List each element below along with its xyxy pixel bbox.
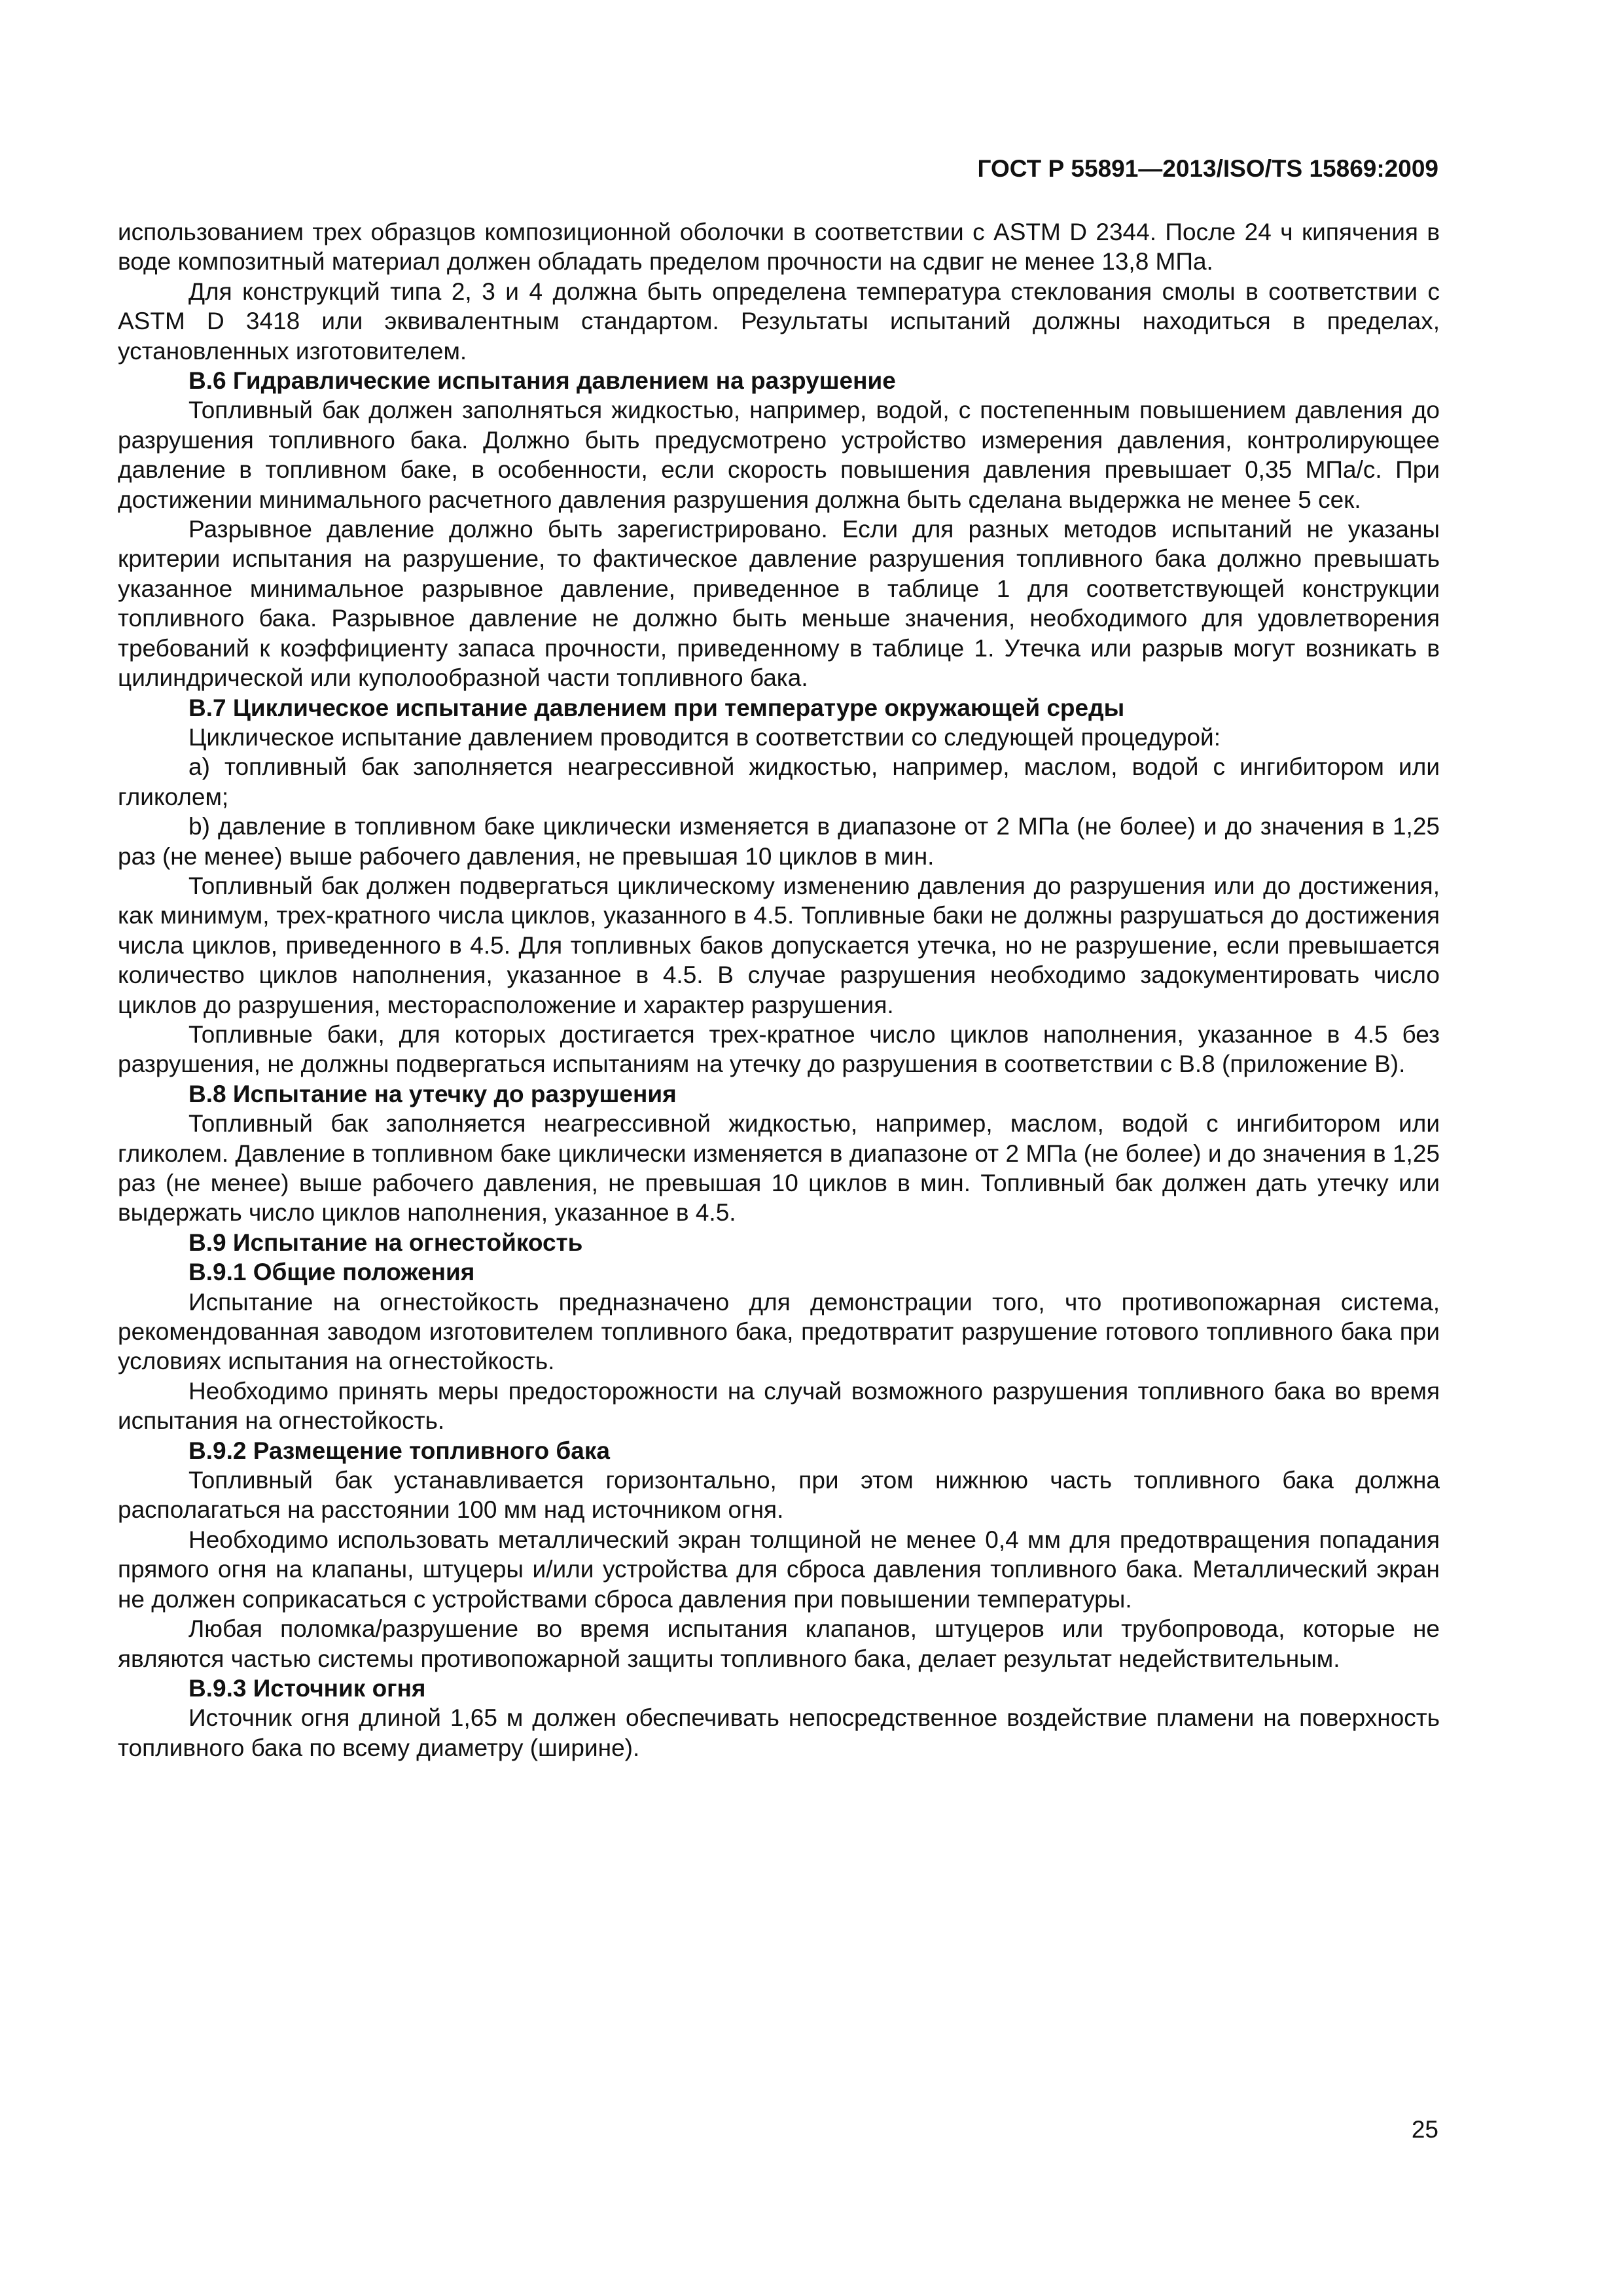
page-number: 25 xyxy=(1411,2116,1438,2143)
section-heading-b9-1: В.9.1 Общие положения xyxy=(188,1259,475,1286)
document-body xyxy=(118,217,1440,1763)
list-item-b: b) давление в топливном баке циклически изменяется в диапазоне от 2 МПа (не более) и до значения в 1,25 раз (не менее) выше рабочего давления, не превышая 10 циклов в мин. xyxy=(118,813,1440,870)
section-heading-b9: В.9 Испытание на огнестойкость xyxy=(188,1229,583,1256)
paragraph: Топливный бак должен заполняться жидкостью, например, водой, с постепенным повышением давления до разрушения топливного бака. Должно быть предусмотрено устройство измерения давления, контролирующее давление в топливном баке, в особенности, если скорость повышения давления превышает 0,35 МПа/с. При достижении минимального расчетного давления разрушения должна быть сделана выдержка не менее 5 сек. xyxy=(118,397,1440,513)
section-heading-b7: В.7 Циклическое испытание давлением при температуре окружающей среды xyxy=(188,694,1125,721)
document-header: ГОСТ Р 55891—2013/ISO/TS 15869:2009 xyxy=(977,155,1438,182)
list-item-a: а) топливный бак заполняется неагрессивной жидкостью, например, маслом, водой с ингибитором или гликолем; xyxy=(118,753,1440,810)
section-heading-b8: В.8 Испытание на утечку до разрушения xyxy=(188,1080,677,1107)
paragraph: Топливный бак заполняется неагрессивной жидкостью, например, маслом, водой с ингибитором или гликолем. Давление в топливном баке циклически изменяется в диапазоне от 2 МПа (не более) и до значения в 1,25 раз (не менее) выше рабочего давления, не превышая 10 циклов в мин. Топливный бак должен дать утечку или выдержать число циклов наполнения, указанное в 4.5. xyxy=(118,1110,1440,1227)
paragraph: Необходимо использовать металлический экран толщиной не менее 0,4 мм для предотвращения попадания прямого огня на клапаны, штуцеры и/или устройства для сброса давления топливного бака. Металлический экран не должен соприкасаться с устройствами сброса давления при повышении температуры. xyxy=(118,1526,1440,1613)
paragraph: Источник огня длиной 1,65 м должен обеспечивать непосредственное воздействие пламени на поверхность топливного бака по всему диаметру (ширине). xyxy=(118,1704,1440,1761)
paragraph: Топливный бак устанавливается горизонтально, при этом нижнюю часть топливного бака должна располагаться на расстоянии 100 мм над источником огня. xyxy=(118,1467,1440,1524)
paragraph: Топливный бак должен подвергаться циклическому изменению давления до разрушения или до достижения, как минимум, трех-кратного числа циклов, указанного в 4.5. Топливные баки не должны разрушаться до достижения числа циклов, приведенного в 4.5. Для топливных баков допускается утечка, но не разрушение, если превышается количество циклов наполнения, указанное в 4.5. В случае разрушения необходимо задокументировать число циклов до разрушения, месторасположение и характер разрушения. xyxy=(118,872,1440,1018)
section-heading-b9-3: В.9.3 Источник огня xyxy=(188,1674,426,1702)
section-heading-b9-2: В.9.2 Размещение топливного бака xyxy=(188,1437,610,1464)
paragraph-continuation: использованием трех образцов композиционной оболочки в соответствии с ASTM D 2344. После 24 ч кипячения в воде композитный материал должен обладать пределом прочности на сдвиг не менее 13,8 МПа. xyxy=(118,219,1440,276)
paragraph: Топливные баки, для которых достигается трех-кратное число циклов наполнения, указанное в 4.5 без разрушения, не должны подвергаться испытаниям на утечку до разрушения в соответствии с В.8 (приложение В). xyxy=(118,1020,1440,1078)
paragraph: Разрывное давление должно быть зарегистрировано. Если для разных методов испытаний не указаны критерии испытания на разрушение, то фактическое давление разрушения топливного бака должно превышать указанное минимальное разрывное давление, приведенное в таблице 1 для соответствующей конструкции топливного бака. Разрывное давление не должно быть меньше значения, необходимого для удовлетворения требований к коэффициенту запаса прочности, приведенному в таблице 1. Утечка или разрыв могут возникать в цилиндрической или куполообразной части топливного бака. xyxy=(118,516,1440,692)
section-heading-b6: В.6 Гидравлические испытания давлением на разрушение xyxy=(188,367,896,395)
paragraph: Необходимо принять меры предосторожности на случай возможного разрушения топливного бака во время испытания на огнестойкость. xyxy=(118,1377,1440,1435)
paragraph: Циклическое испытание давлением проводится в соответствии со следующей процедурой: xyxy=(188,723,1221,751)
paragraph: Для конструкций типа 2, 3 и 4 должна быть определена температура стеклования смолы в соответствии с ASTM D 3418 или эквивалентным стандартом. Результаты испытаний должны находиться в пределах, установленных изготовителем. xyxy=(118,278,1440,365)
paragraph: Испытание на огнестойкость предназначено для демонстрации того, что противопожарная система, рекомендованная заводом изготовителем топливного бака, предотвратит разрушение готового топливного бака при условиях испытания на огнестойкость. xyxy=(118,1288,1440,1375)
paragraph: Любая поломка/разрушение во время испытания клапанов, штуцеров или трубопровода, которые не являются частью системы противопожарной защиты топливного бака, делает результат недействительным. xyxy=(118,1615,1440,1672)
